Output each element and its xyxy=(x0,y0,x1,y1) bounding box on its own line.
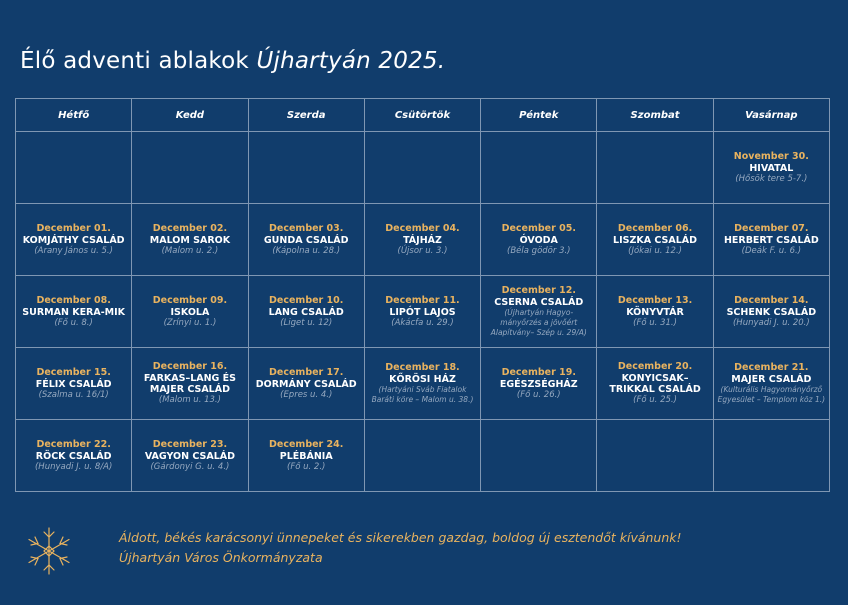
header-thursday: Csütörtök xyxy=(364,99,480,132)
cell-date: December 22. xyxy=(36,438,111,450)
cell-date: December 09. xyxy=(152,294,228,306)
cell-dec08 xyxy=(16,276,132,348)
greeting-text: Áldott, békés karácsonyi ünnepeket és sikerekben gazdag, boldog új esztendőt kívánunk! xyxy=(119,530,682,545)
cell-address: (Fő u. 31.) xyxy=(633,317,677,328)
cell-dec05 xyxy=(481,204,597,276)
cell-dec15 xyxy=(16,348,132,420)
header-friday: Péntek xyxy=(481,99,597,132)
cell-name: KŐRÖSI HÁZ xyxy=(389,374,456,385)
empty-cell xyxy=(364,420,480,492)
cell-name: FÉLIX CSALÁD xyxy=(35,378,112,390)
week-row-2 xyxy=(16,204,830,276)
title-italic: Újhartyán 2025. xyxy=(256,48,446,74)
empty-cell xyxy=(481,420,597,492)
cell-address: (Fő u. 26.) xyxy=(516,389,561,400)
weekday-header-row xyxy=(16,99,830,132)
cell-date: December 17. xyxy=(269,366,344,378)
cell-dec22 xyxy=(16,420,132,492)
cell-date: December 19. xyxy=(501,366,576,378)
cell-address: (Deák F. u. 6.) xyxy=(741,245,802,256)
cell-name: CSERNA CSALÁD xyxy=(494,297,584,308)
cell-name: SURMAN KERA-MIK xyxy=(22,306,126,318)
cell-name: MALOM SAROK xyxy=(149,234,231,246)
cell-date: December 01. xyxy=(36,222,111,234)
cell-address: (Jókai u. 12.) xyxy=(628,245,682,256)
cell-dec07 xyxy=(713,204,829,276)
cell-address: (Szalma u. 16/1) xyxy=(38,389,109,400)
cell-date: December 05. xyxy=(501,222,576,234)
cell-name: ÓVODA xyxy=(519,234,558,246)
empty-cell xyxy=(597,132,713,204)
cell-name: HERBERT CSALÁD xyxy=(723,234,819,246)
cell-name: LIPÓT LAJOS xyxy=(389,306,456,318)
cell-dec17 xyxy=(248,348,364,420)
cell-address: (Kápolna u. 28.) xyxy=(272,245,341,256)
cell-address: (Hunyadi J. u. 20.) xyxy=(732,317,810,328)
cell-dec03 xyxy=(248,204,364,276)
snowflake-icon xyxy=(24,526,74,576)
cell-name: KONYICSAK–TRIKKAL CSALÁD xyxy=(609,373,701,395)
cell-date: December 04. xyxy=(385,222,460,234)
cell-address: (Újsor u. 3.) xyxy=(397,245,448,256)
cell-dec14 xyxy=(713,276,829,348)
cell-address: (Fő u. 25.) xyxy=(633,395,677,405)
cell-date: December 06. xyxy=(617,222,693,234)
cell-name: KOMJÁTHY CSALÁD xyxy=(22,234,125,246)
empty-cell xyxy=(248,132,364,204)
cell-date: December 08. xyxy=(36,294,111,306)
cell-dec24 xyxy=(248,420,364,492)
cell-dec18 xyxy=(364,348,480,420)
cell-address: (Hősök tere 5-7.) xyxy=(735,173,808,184)
cell-address: (Hartyáni Sváb Fiatalok Baráti köre – Malom u. 38.) xyxy=(371,385,474,404)
cell-dec19 xyxy=(481,348,597,420)
advent-calendar-table xyxy=(15,98,830,492)
cell-date: November 30. xyxy=(733,150,809,162)
cell-address: (Fő u. 2.) xyxy=(287,461,326,472)
cell-date: December 07. xyxy=(734,222,809,234)
cell-dec09 xyxy=(132,276,248,348)
cell-dec23 xyxy=(132,420,248,492)
cell-name: VAGYON CSALÁD xyxy=(144,450,235,462)
cell-dec01 xyxy=(16,204,132,276)
cell-address: (Malom u. 2.) xyxy=(161,245,219,256)
week-row-3 xyxy=(16,276,830,348)
cell-name: KÖNYVTÁR xyxy=(626,306,684,318)
cell-dec13 xyxy=(597,276,713,348)
cell-address: (Béla gödör 3.) xyxy=(507,245,571,256)
cell-nov30 xyxy=(713,132,829,204)
header-sunday: Vasárnap xyxy=(713,99,829,132)
cell-address: (Akácfa u. 29.) xyxy=(391,317,454,328)
cell-dec10 xyxy=(248,276,364,348)
cell-date: December 02. xyxy=(152,222,228,234)
cell-date: December 21. xyxy=(734,362,809,373)
cell-name: EGÉSZSÉGHÁZ xyxy=(499,378,578,390)
cell-dec02 xyxy=(132,204,248,276)
cell-date: December 23. xyxy=(152,438,228,450)
cell-address: (Gárdonyi G. u. 4.) xyxy=(150,461,230,472)
cell-date: December 24. xyxy=(269,438,344,450)
cell-address: (Arany János u. 5.) xyxy=(34,245,113,256)
cell-name: FARKAS–LANG ÉS MAJER CSALÁD xyxy=(143,373,236,395)
cell-name: TÁJHÁZ xyxy=(403,234,442,246)
cell-address: (Zrínyi u. 1.) xyxy=(163,317,217,328)
cell-address: (Újhartyán Hagyo-mányőrzés a jövőért Alapítvány– Szép u. 29/A) xyxy=(490,308,587,337)
cell-name: DORMÁNY CSALÁD xyxy=(255,378,357,390)
cell-address: (Malom u. 13.) xyxy=(158,395,221,405)
page-title xyxy=(20,48,445,74)
cell-date: December 12. xyxy=(501,285,576,296)
title-main: Élő adventi ablakok xyxy=(20,48,249,74)
empty-cell xyxy=(713,420,829,492)
cell-name: LANG CSALÁD xyxy=(268,306,344,318)
cell-name: HIVATAL xyxy=(749,162,794,174)
empty-cell xyxy=(16,132,132,204)
cell-name: SCHENK CSALÁD xyxy=(726,306,817,318)
empty-cell xyxy=(364,132,480,204)
cell-date: December 03. xyxy=(269,222,344,234)
cell-date: December 15. xyxy=(36,366,111,378)
cell-name: PLÉBÁNIA xyxy=(279,450,333,462)
week-row-1 xyxy=(16,132,830,204)
week-row-4 xyxy=(16,348,830,420)
cell-address: (Epres u. 4.) xyxy=(280,389,333,400)
cell-date: December 14. xyxy=(734,294,809,306)
empty-cell xyxy=(481,132,597,204)
cell-name: RÖCK CSALÁD xyxy=(35,450,112,462)
cell-dec21 xyxy=(713,348,829,420)
cell-date: December 10. xyxy=(269,294,344,306)
cell-dec16 xyxy=(132,348,248,420)
cell-dec04 xyxy=(364,204,480,276)
empty-cell xyxy=(597,420,713,492)
header-wednesday: Szerda xyxy=(248,99,364,132)
cell-address: (Kulturális Hagyományőrző Egyesület – Templom köz 1.) xyxy=(717,385,826,404)
cell-name: GUNDA CSALÁD xyxy=(263,234,349,246)
signature-text: Újhartyán Város Önkormányzata xyxy=(119,550,323,565)
cell-date: December 20. xyxy=(617,361,693,372)
header-saturday: Szombat xyxy=(597,99,713,132)
cell-date: December 11. xyxy=(385,294,460,306)
cell-name: LISZKA CSALÁD xyxy=(613,234,698,246)
header-monday: Hétfő xyxy=(16,99,132,132)
empty-cell xyxy=(132,132,248,204)
cell-name: MAJER CSALÁD xyxy=(731,374,812,385)
cell-address: (Liget u. 12) xyxy=(280,317,333,328)
cell-dec12 xyxy=(481,276,597,348)
footer xyxy=(24,520,834,576)
cell-date: December 13. xyxy=(617,294,693,306)
cell-name: ISKOLA xyxy=(170,306,210,318)
cell-dec06 xyxy=(597,204,713,276)
header-tuesday: Kedd xyxy=(132,99,248,132)
cell-dec11 xyxy=(364,276,480,348)
cell-address: (Hunyadi J. u. 8/A) xyxy=(34,461,113,472)
cell-address: (Fő u. 8.) xyxy=(54,317,93,328)
cell-date: December 18. xyxy=(385,362,460,373)
week-row-5 xyxy=(16,420,830,492)
cell-date: December 16. xyxy=(152,361,228,372)
cell-dec20 xyxy=(597,348,713,420)
